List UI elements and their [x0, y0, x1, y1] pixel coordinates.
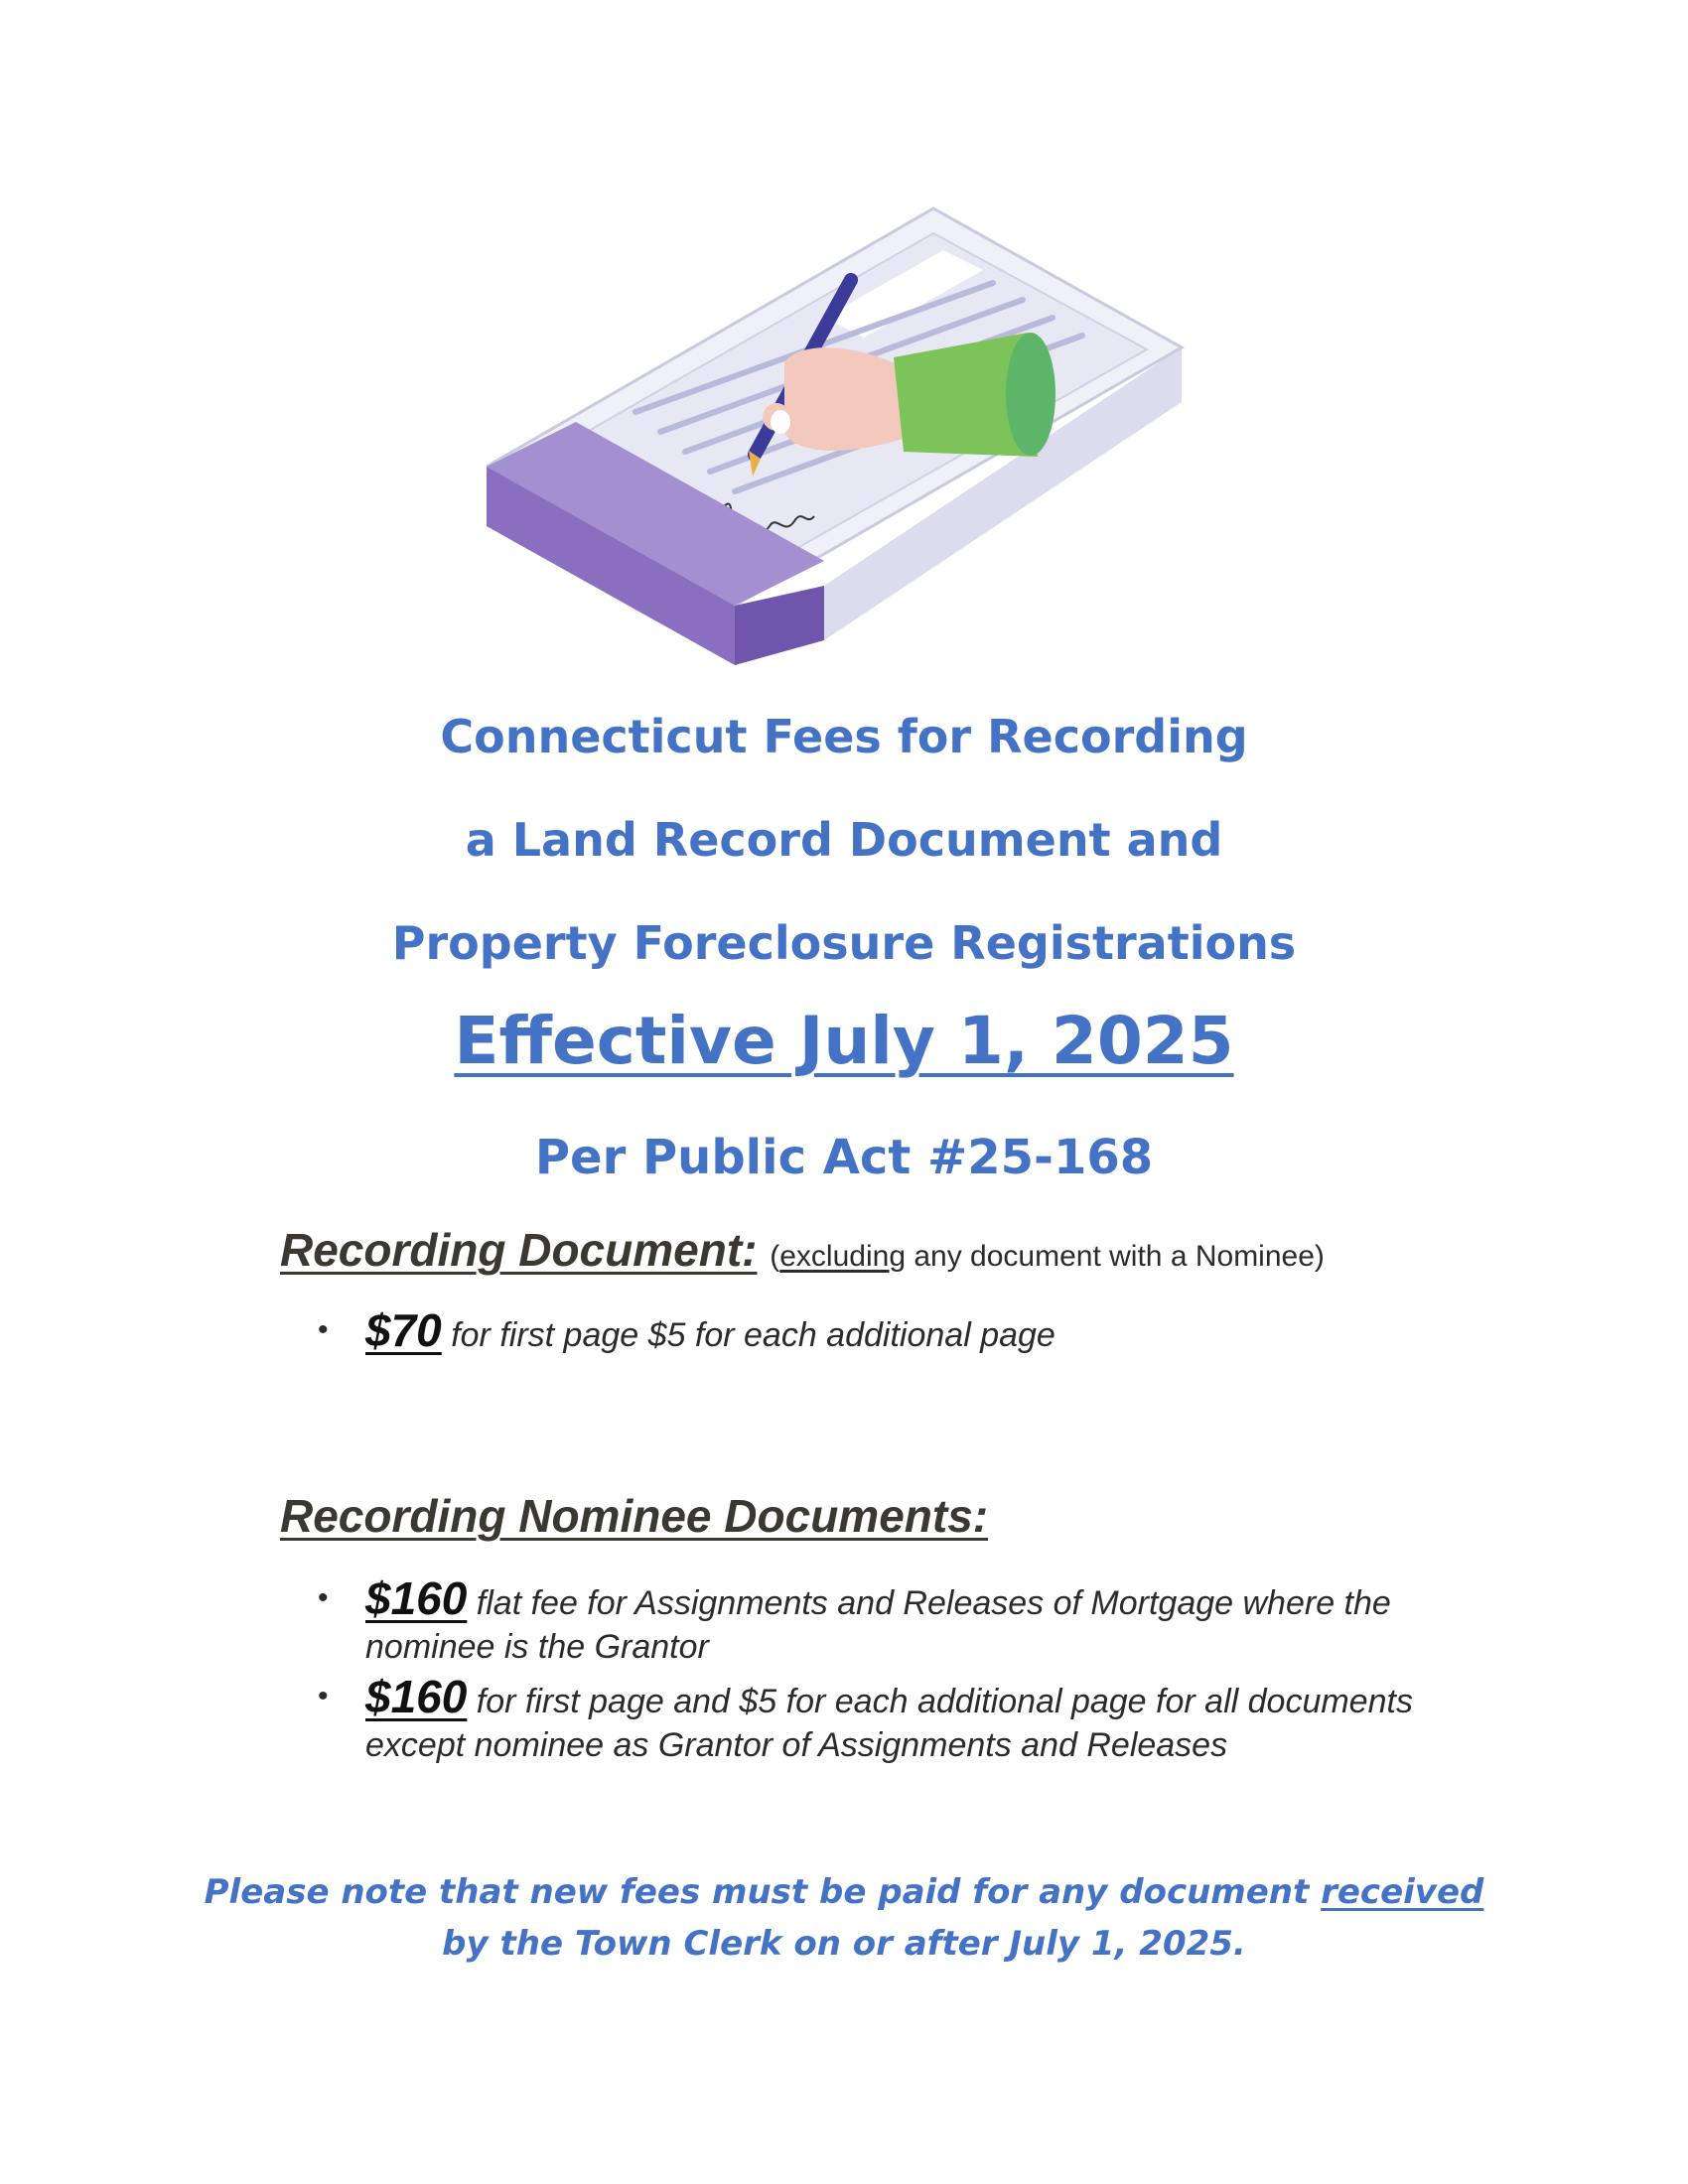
footer-note: Please note that new fees must be paid for any document received by the Town Clerk on or after July 1, 2025. — [204, 1872, 1484, 1964]
recording-document-heading — [280, 1223, 1325, 1277]
signing-document-illustration — [487, 199, 1201, 665]
fee-amount: $160 — [365, 1572, 468, 1624]
fee-amount: $70 — [365, 1304, 442, 1356]
fee-amount: $160 — [365, 1671, 468, 1722]
title-line-2: a Land Record Document and — [465, 813, 1223, 867]
nominee-documents-list — [308, 1572, 1499, 1773]
recording-document-note: (excluding any document with a Nominee) — [770, 1240, 1325, 1273]
public-act: Per Public Act #25-168 — [534, 1130, 1154, 1185]
received-emphasis: received — [1321, 1872, 1484, 1912]
nominee-documents-heading — [280, 1489, 988, 1543]
title-line-1: Connecticut Fees for Recording — [440, 710, 1248, 763]
title-line-3: Property Foreclosure Registrations — [391, 916, 1297, 970]
list-item: • $160 for first page and $5 for each additional page for all documents except nominee as Grantor of Assignments and Releases — [318, 1671, 1413, 1764]
effective-date: Effective July 1, 2025 — [454, 1003, 1234, 1079]
recording-document-list — [308, 1304, 1499, 1363]
nominee-documents-heading-text: Recording Nominee Documents: — [280, 1490, 989, 1542]
recording-document-heading-text: Recording Document: — [280, 1224, 758, 1276]
list-item: • $70 for first page $5 for each additional page — [318, 1304, 1055, 1356]
title-block — [0, 685, 1688, 995]
list-item: • $160 flat fee for Assignments and Releases of Mortgage where the nominee is the Grantor — [318, 1572, 1391, 1666]
